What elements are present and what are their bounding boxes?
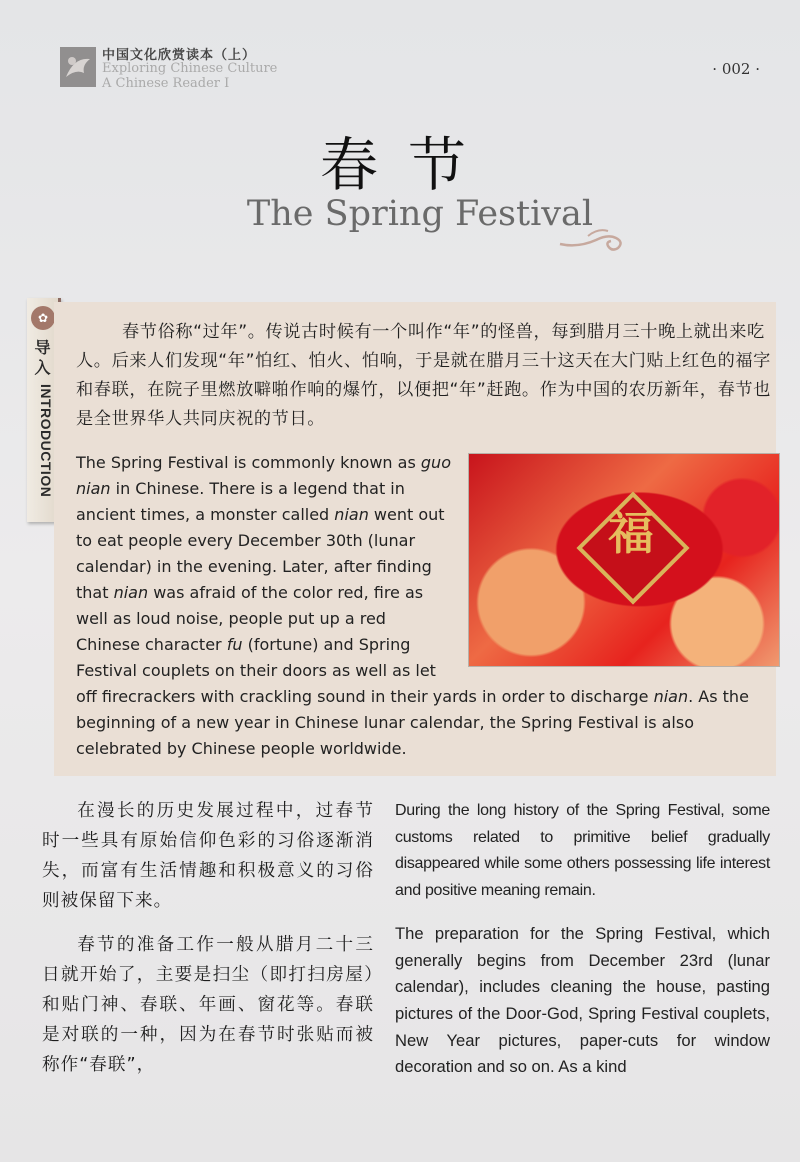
body-column-en [395, 798, 770, 1097]
book-title-zh: 中国文化欣赏读本（上） [102, 48, 257, 63]
intro-en-text-segment: The Spring Festival is commonly known as [76, 453, 421, 472]
chapter-title-zh: 春节 [319, 131, 496, 199]
introduction-text-en [76, 450, 766, 762]
intro-en-italic-term: guo nian [76, 453, 451, 498]
intro-en-italic-term: fu [226, 635, 243, 654]
body-column-zh [42, 796, 374, 1094]
intro-en-text-segment: (fortune) and Spring Festival couplets on their doors as well as let off firecrackers with crackling sound in their yards in order to discharge [76, 635, 654, 706]
body-paragraph-zh: 在漫长的历史发展过程中，过春节时一些具有原始信仰色彩的习俗逐渐消失，而富有生活情趣和积极意义的习俗则被保留下来。 [42, 801, 374, 911]
seal-icon: ✿ [31, 306, 55, 330]
body-paragraph-en: The preparation for the Spring Festival, which generally begins from December 23rd (lunar calendar), includes cleaning the house, pasting pictures of the Door-God, Spring Festival couplets, New Year pictures, paper-cuts for window decoration and so on. As a kind [395, 923, 770, 1077]
intro-en-italic-term: nian [653, 687, 689, 706]
introduction-label-en: INTRODUCTION [38, 384, 54, 498]
intro-en-italic-term: nian [334, 505, 369, 524]
intro-en-text-segment: in Chinese. There is a legend that in ancient times, a monster called [76, 479, 405, 524]
introduction-paragraph-zh: 春节俗称“过年”。传说古时候有一个叫作“年”的怪兽，每到腊月三十晚上就出来吃人。后来人们发现“年”怕红、怕火、怕响，于是就在腊月三十这天在大门贴上红色的福字和春联，在院子里燃放噼啪作响的爆竹，以便把“年”赶跑。作为中国的农历新年，春节也是全世界华人共同庆祝的节日。 [76, 322, 771, 429]
fu-character: 福 [608, 506, 654, 560]
body-paragraph-en: During the long history of the Spring Festival, some customs related to primitive belief gradually disappeared while some others possessing life interest and positive meaning remain. [395, 802, 770, 900]
intro-en-italic-term: nian [113, 583, 149, 602]
intro-en-text-segment: went out to eat people every December 30th (lunar calendar) in the evening. Later, after finding that [76, 505, 445, 602]
intro-en-text-segment: was afraid of the color red, fire as well as loud noise, people put up a red Chinese character [76, 583, 424, 654]
page-number: · 002 · [712, 60, 760, 78]
book-title-en: Exploring Chinese Culture [102, 61, 278, 76]
book-subtitle-en: A Chinese Reader I [102, 76, 230, 91]
introduction-text-zh [76, 318, 772, 434]
chapter-title-en: The Spring Festival [246, 194, 594, 234]
cloud-swirl-icon [558, 222, 628, 252]
body-paragraph-zh: 春节的准备工作一般从腊月二十三日就开始了，主要是扫尘（即打扫房屋）和贴门神、春联、年画、窗花等。春联是对联的一种，因为在春节时张贴而被称作“春联”， [42, 935, 374, 1075]
intro-en-text-segment: . As the beginning of a new year in Chinese lunar calendar, the Spring Festival is also celebrated by Chinese people worldwide. [76, 687, 749, 758]
red-chinese-knot-image [468, 453, 780, 667]
introduction-label-zh: 导入 [34, 338, 51, 377]
book-logo-icon [60, 47, 96, 87]
